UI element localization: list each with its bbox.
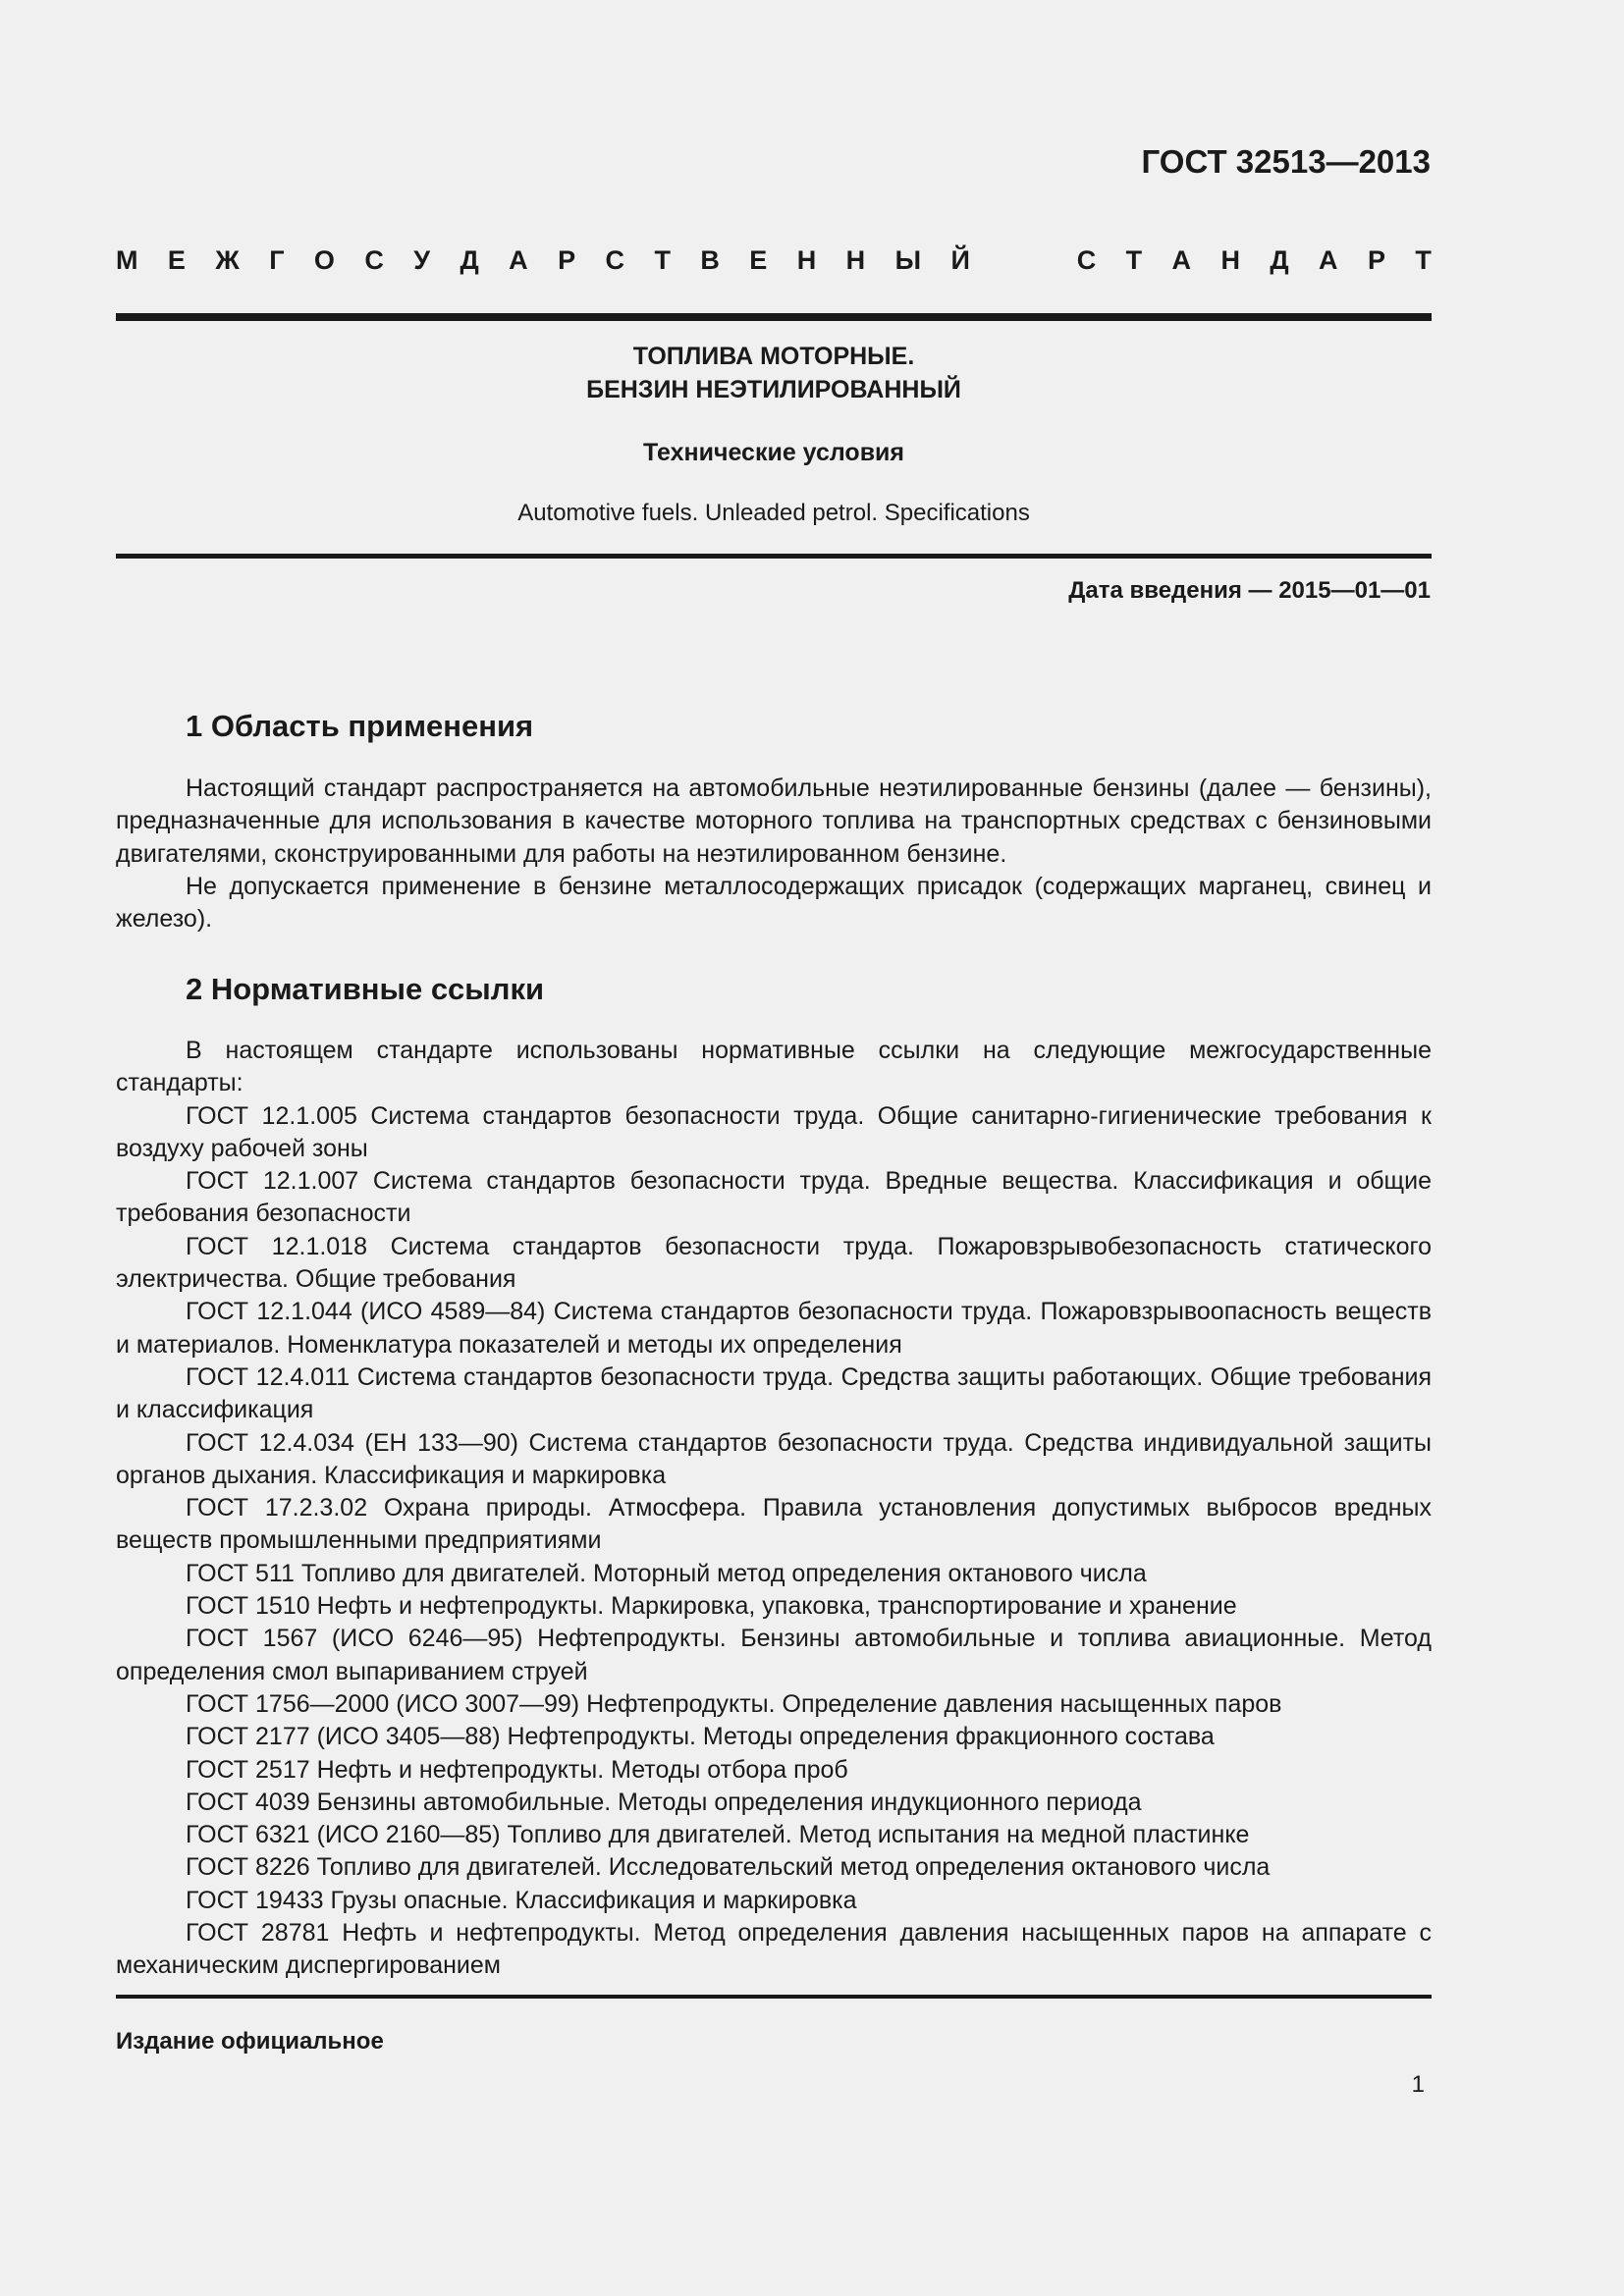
heading-letter: Т — [654, 245, 671, 275]
section2-paragraph: ГОСТ 12.1.018 Система стандартов безопасности труда. Пожаровзрывобезопасность статического электричества. Общие требования — [116, 1232, 1432, 1294]
section2-paragraph: ГОСТ 17.2.3.02 Охрана природы. Атмосфера. Правила установления допустимых выбросов вредных веществ промышленными предприятиями — [116, 1494, 1432, 1555]
section2-paragraph: ГОСТ 12.1.007 Система стандартов безопасности труда. Вредные вещества. Классификация и общие требования безопасности — [116, 1167, 1432, 1228]
heading-letter: Р — [1367, 245, 1385, 275]
heading-letter: Т — [1415, 245, 1432, 275]
section2-paragraph: ГОСТ 2517 Нефть и нефтепродукты. Методы отбора проб — [186, 1755, 848, 1784]
heading-letter: С — [1076, 245, 1097, 275]
heading-letter: С — [605, 245, 625, 275]
section2-paragraph: ГОСТ 28781 Нефть и нефтепродукты. Метод определения давления насыщенных паров на аппарате с механическим диспергированием — [116, 1919, 1432, 1980]
standard-type-heading — [116, 245, 1432, 276]
heading-letter: Р — [558, 245, 576, 275]
document-title — [116, 340, 1432, 406]
heading-letter: В — [700, 245, 720, 275]
heading-letter: М — [116, 245, 138, 275]
section2-paragraph: ГОСТ 8226 Топливо для двигателей. Исследовательский метод определения октанового числа — [186, 1853, 1271, 1882]
title-line-2: БЕНЗИН НЕЭТИЛИРОВАННЫЙ — [586, 376, 961, 403]
heading-letter: А — [1171, 245, 1192, 275]
section-1-body — [116, 773, 1432, 935]
section2-paragraph: ГОСТ 511 Топливо для двигателей. Моторный метод определения октанового числа — [186, 1559, 1147, 1587]
title-line-1: ТОПЛИВА МОТОРНЫЕ. — [632, 343, 915, 370]
word-gap — [1000, 245, 1047, 276]
english-title: Automotive fuels. Unleaded petrol. Specifications — [517, 500, 1030, 526]
heading-letter: Т — [1125, 245, 1143, 275]
heading-letter: Н — [1220, 245, 1240, 275]
section2-paragraph: ГОСТ 12.1.044 (ИСО 4589—84) Система стандартов безопасности труда. Пожаровзрывоопасность веществ и материалов. Номенклатура показателей и методы их определения — [116, 1298, 1432, 1359]
section-1-heading: 1 Область применения — [186, 709, 534, 743]
section2-paragraph: ГОСТ 1510 Нефть и нефтепродукты. Маркировка, упаковка, транспортирование и хранение — [186, 1592, 1237, 1621]
section2-paragraph: ГОСТ 12.1.005 Система стандартов безопасности труда. Общие санитарно-гигиенические требования к воздуху рабочей зоны — [116, 1101, 1432, 1162]
heading-letter: Д — [1270, 245, 1289, 275]
heading-letter: Н — [845, 245, 866, 275]
official-edition-label: Издание официальное — [116, 2028, 384, 2055]
section2-paragraph: ГОСТ 4039 Бензины автомобильные. Методы определения индукционного периода — [186, 1788, 1142, 1816]
heading-letter: О — [313, 245, 335, 275]
section2-paragraph: ГОСТ 12.4.011 Система стандартов безопасности труда. Средства защиты работающих. Общие требования и классификация — [116, 1362, 1432, 1424]
document-number: ГОСТ 32513—2013 — [1141, 143, 1431, 180]
top-rule — [116, 313, 1432, 321]
section-2-heading: 2 Нормативные ссылки — [186, 972, 545, 1006]
heading-letter: Ы — [894, 245, 922, 275]
section2-paragraph: ГОСТ 12.4.034 (ЕН 133—90) Система стандартов безопасности труда. Средства индивидуальной защиты органов дыхания. Классификация и маркировка — [116, 1428, 1432, 1489]
section-2-body — [116, 1035, 1432, 1983]
heading-letter: Д — [460, 245, 479, 275]
title-rule — [116, 554, 1432, 559]
heading-letter: Ж — [215, 245, 240, 275]
section1-paragraph: Настоящий стандарт распространяется на автомобильные неэтилированные бензины (далее — бензины), предназначенные для использования в качестве моторного топлива на транспортных средствах с бензиновыми двигателями, сконструированными для работы на неэтилированном бензине. — [116, 774, 1432, 868]
heading-letter: С — [364, 245, 384, 275]
section2-paragraph: ГОСТ 6321 (ИСО 2160—85) Топливо для двигателей. Метод испытания на медной пластинке — [186, 1821, 1250, 1849]
section2-paragraph: ГОСТ 1756—2000 (ИСО 3007—99) Нефтепродукты. Определение давления насыщенных паров — [186, 1689, 1282, 1718]
heading-letter: Е — [749, 245, 768, 275]
section2-paragraph: ГОСТ 19433 Грузы опасные. Классификация и маркировка — [186, 1886, 857, 1914]
introduction-date: Дата введения — 2015—01—01 — [1068, 577, 1431, 604]
section2-paragraph: ГОСТ 2177 (ИСО 3405—88) Нефтепродукты. Методы определения фракционного состава — [186, 1723, 1215, 1751]
heading-letter: Й — [950, 245, 970, 275]
section2-paragraph: В настоящем стандарте использованы нормативные ссылки на следующие межгосударственные стандарты: — [116, 1037, 1432, 1097]
document-subtitle: Технические условия — [642, 439, 905, 466]
heading-letter: Е — [167, 245, 186, 275]
page-number: 1 — [1411, 2071, 1425, 2098]
section2-paragraph: ГОСТ 1567 (ИСО 6246—95) Нефтепродукты. Бензины автомобильные и топлива авиационные. Метод определения смол выпариванием струей — [116, 1625, 1432, 1685]
footer-rule — [116, 1995, 1432, 1999]
heading-letter: А — [509, 245, 528, 275]
heading-letter: Г — [269, 245, 285, 275]
heading-letter: А — [1319, 245, 1338, 275]
heading-letter: У — [413, 245, 431, 275]
section1-paragraph: Не допускается применение в бензине металлосодержащих присадок (содержащих марганец, свинец и железо). — [116, 872, 1432, 934]
heading-letter: Н — [796, 245, 817, 275]
